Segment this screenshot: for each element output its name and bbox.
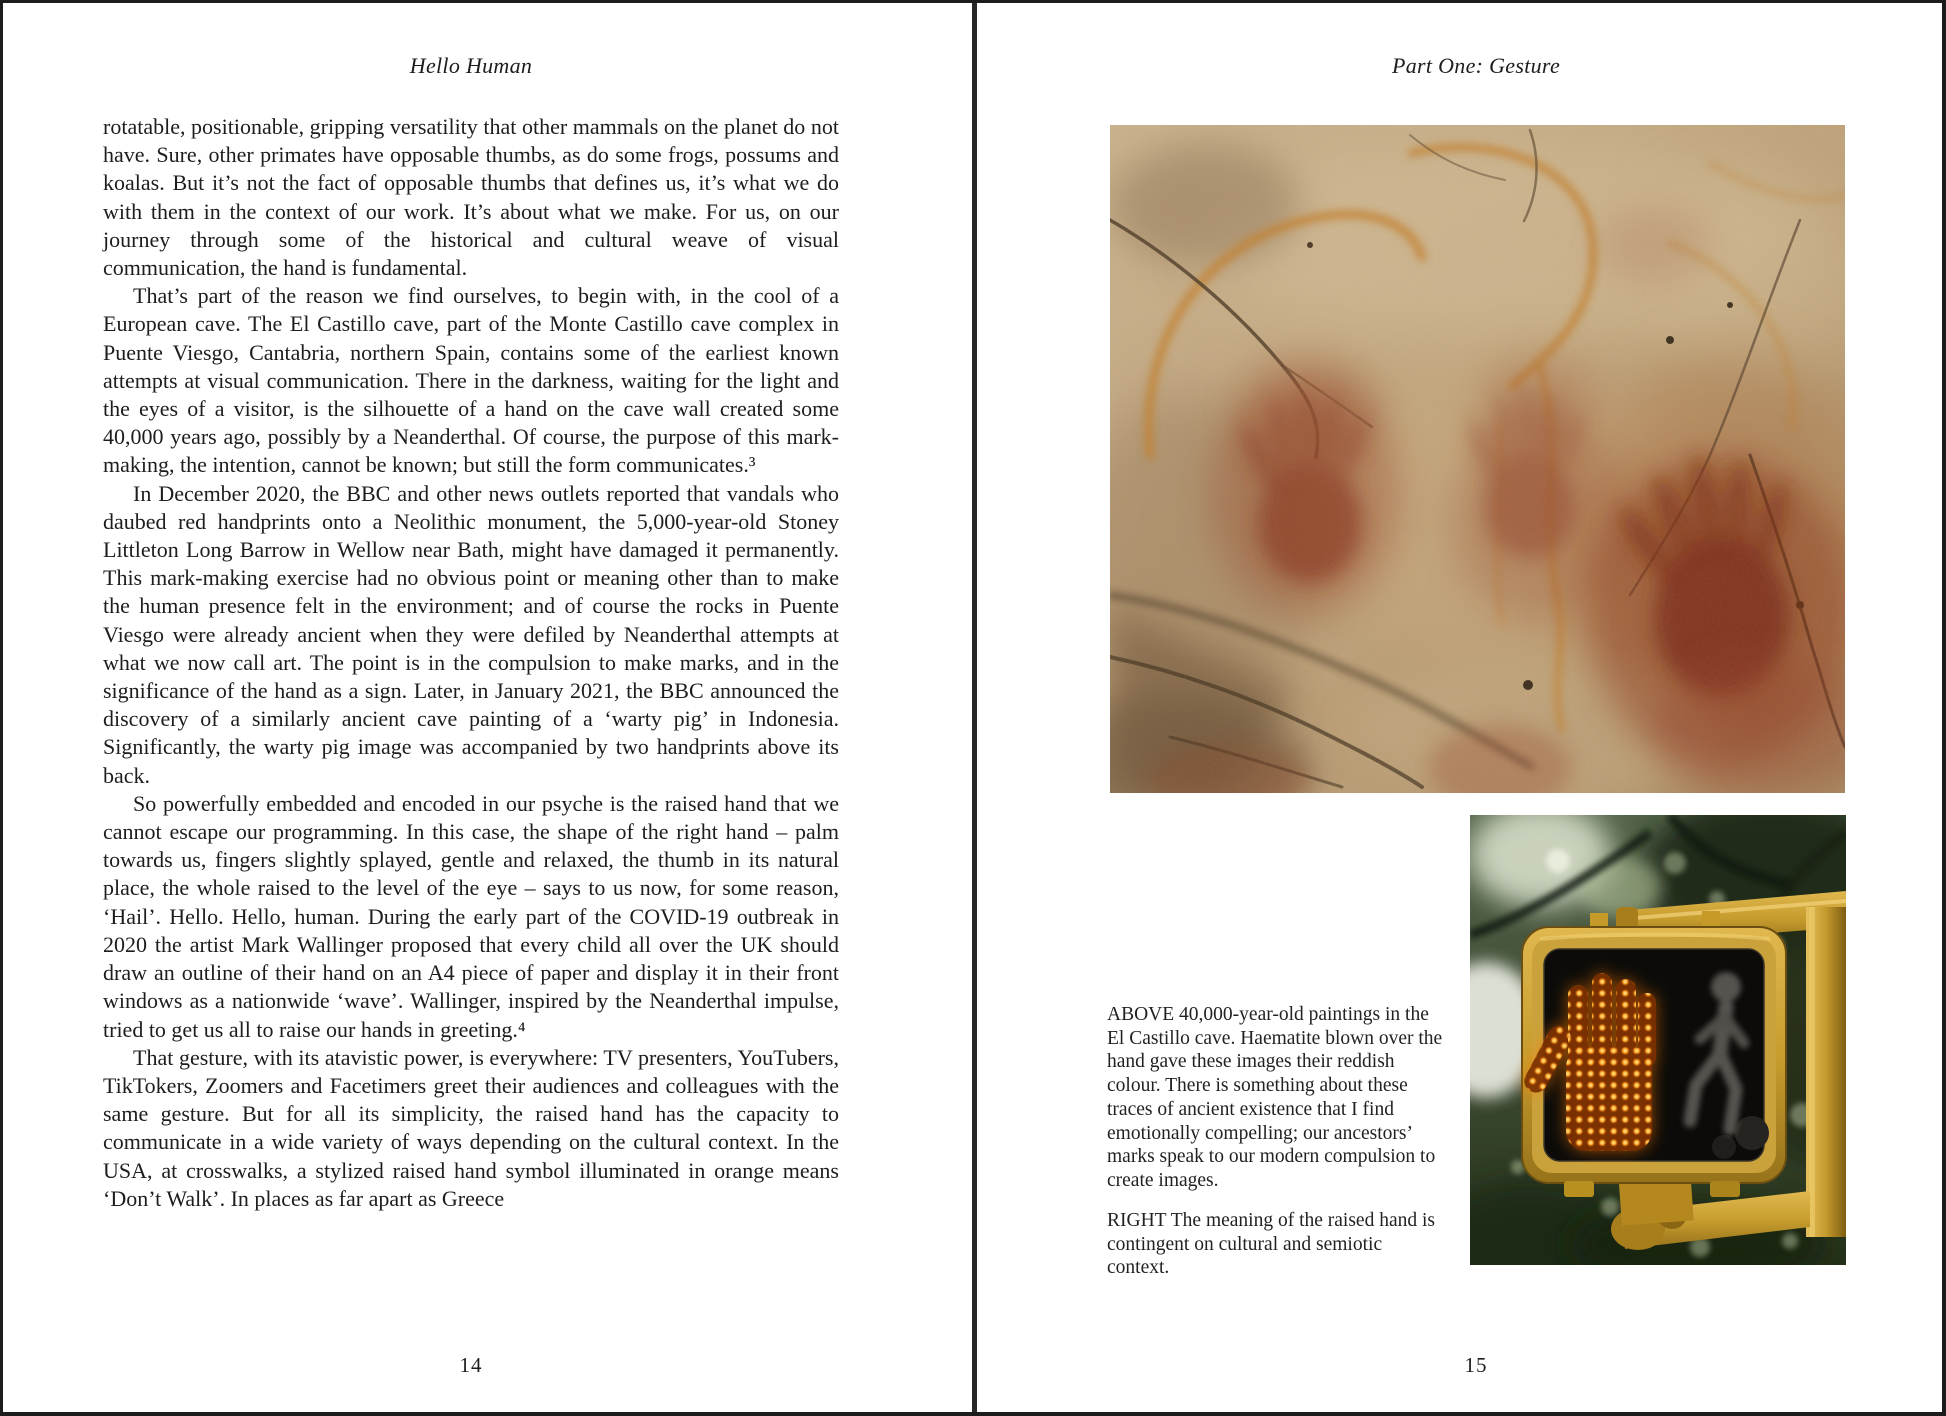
running-header-right: Part One: Gesture <box>1391 53 1561 78</box>
caption-above: ABOVE 40,000-year-old paintings in the El Castillo cave. Haematite blown over the hand gave these images their reddish colour. There is something about these traces of ancient existence that I find emotionally compelling; our ancestors’ marks speak to our modern compulsion to create images. <box>1107 1004 1443 1191</box>
page-number-right: 15 <box>1464 1353 1488 1377</box>
page-number-left: 14 <box>459 1353 483 1377</box>
rock-grain-texture <box>1110 125 1845 793</box>
body-paragraph: That’s part of the reason we find ourselves, to begin with, in the cool of a European cave. The El Castillo cave, part of the Monte Castillo cave complex in Puente Viesgo, Cantabria, northern Spain, contains some of the earliest known attempts at visual communication. There in the darkness, waiting for the light and the eyes of a visitor, is the silhouette of a hand on the cave wall created some 40,000 years ago, possibly by a Neanderthal. Of course, the purpose of this mark-making, the intention, cannot be known; but still the form communicates.³ <box>103 283 839 478</box>
dont-walk-signal-photo <box>1470 815 1846 1265</box>
body-text-column <box>103 113 839 1213</box>
body-paragraph: That gesture, with its atavistic power, is everywhere: TV presenters, YouTubers, TikTokers, Zoomers and Facetimers greet their audiences and colleagues with the same gesture. But for all its simplicity, the raised hand has the capacity to communicate in a wide variety of ways depending on the cultural context. In the USA, at crosswalks, a stylized raised hand symbol illuminated in orange means ‘Don’t Walk’. In places as far apart as Greece <box>103 1044 839 1211</box>
cave-painting-photo <box>1110 125 1845 793</box>
cave-painting-illustration <box>1110 125 1845 793</box>
page-gutter-divider <box>972 3 977 1416</box>
body-paragraph: In December 2020, the BBC and other news outlets reported that vandals who daubed red handprints onto a Neolithic monument, the 5,000-year-old Stoney Littleton Long Barrow in Wellow near Bath, might have damaged it permanently. This mark-making exercise had no obvious point or meaning other than to make the human presence felt in the environment; and of course the rocks in Puente Viesgo were already ancient when they were defiled by Neanderthal attempts at what we now call art. The point is in the compulsion to make marks, and in the significance of the hand as a sign. Later, in January 2021, the BBC announced the discovery of a similarly ancient cave painting of a ‘warty pig’ in Indonesia. Significantly, the warty pig image was accompanied by two handprints above its back. <box>103 480 839 788</box>
dont-walk-signal-illustration <box>1470 815 1846 1265</box>
body-paragraph: So powerfully embedded and encoded in our psyche is the raised hand that we cannot escape our programming. In this case, the shape of the right hand – palm towards us, fingers slightly splayed, gentle and relaxed, the thumb in its natural place, the whole raised to the level of the eye – says to us now, for some reason, ‘Hail’. Hello. Hello, human. During the early part of the COVID-19 outbreak in 2020 the artist Mark Wallinger proposed that every child all over the UK should draw an outline of their hand on an A4 piece of paper and display it in their front windows as a nationwide ‘wave’. Wallinger, inspired by the Neanderthal impulse, tried to get us all to raise our hands in greeting.⁴ <box>103 790 839 1042</box>
caption-right: RIGHT The meaning of the raised hand is contingent on cultural and semiotic context. <box>1107 1210 1435 1279</box>
body-paragraph: rotatable, positionable, gripping versatility that other mammals on the planet do not have. Sure, other primates have opposable thumbs, as do some frogs, possums and koalas. But it’s not the fact of opposable thumbs that defines us, it’s what we do with them in the context of our work. It’s about what we make. For us, on our journey through some of the historical and cultural weave of visual communication, the hand is fundamental. <box>103 114 839 281</box>
running-header-left: Hello Human <box>409 53 533 78</box>
